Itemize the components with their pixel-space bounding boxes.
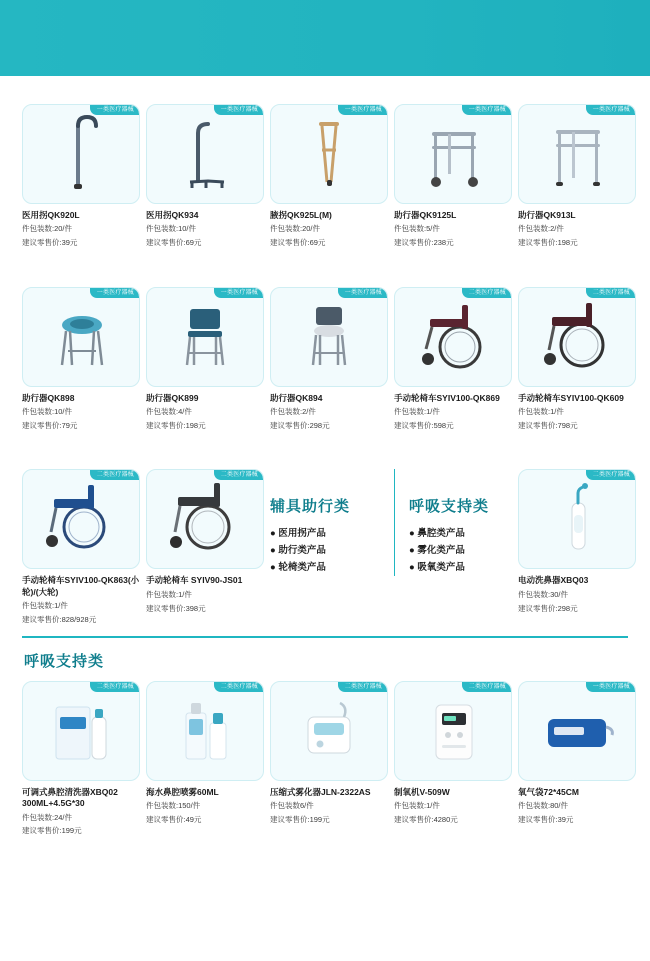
- product-cell[interactable]: [394, 681, 512, 837]
- device-class-badge: 一类医疗器械: [90, 288, 139, 298]
- product-name: 海水鼻腔喷雾60ML: [146, 786, 219, 797]
- top-banner-fill: [0, 0, 650, 76]
- product-cell[interactable]: [270, 287, 388, 432]
- device-class-badge: 二类医疗器械: [90, 470, 139, 480]
- product-cell[interactable]: [146, 681, 264, 837]
- product-cell[interactable]: [146, 469, 264, 614]
- category-item: ● 轮椅类产品: [270, 561, 326, 573]
- product-pack: 件包装数:150/件: [146, 801, 201, 811]
- category-item: ● 鼻腔类产品: [409, 528, 465, 540]
- product-cell[interactable]: [518, 287, 636, 432]
- product-pack: 件包装数:24/件: [22, 812, 73, 822]
- wheelchair-blue-icon: [23, 470, 139, 568]
- oxygen-concentrator-icon: [395, 682, 511, 780]
- product-cell[interactable]: [518, 681, 636, 837]
- product-card[interactable]: [22, 104, 140, 204]
- product-cell[interactable]: [270, 104, 388, 249]
- spray-bottle-icon: [147, 682, 263, 780]
- product-cell[interactable]: [518, 104, 636, 249]
- category-item: ● 助行类产品: [270, 545, 326, 557]
- oxygen-bag-icon: [519, 682, 635, 780]
- product-name: 手动轮椅车SYIV100-QK863(小轮)/(大轮): [22, 575, 140, 597]
- nasal-washer-icon: [519, 470, 635, 568]
- product-pack: 件包装数6/件: [270, 801, 314, 811]
- product-price: 建议零售价:198元: [146, 420, 206, 430]
- product-pack: 件包装数:2/件: [270, 407, 316, 417]
- device-class-badge: 二类医疗器械: [462, 682, 511, 692]
- product-price: 建议零售价:598元: [394, 420, 454, 430]
- product-price: 建议零售价:39元: [22, 238, 78, 248]
- nebulizer-icon: [271, 682, 387, 780]
- product-pack: 件包装数:20/件: [22, 224, 73, 234]
- product-pack: 件包装数:1/件: [394, 801, 440, 811]
- product-pack: 件包装数:1/件: [394, 407, 440, 417]
- product-name: 助行器QK899: [146, 392, 199, 403]
- product-pack: 件包装数:20/件: [270, 224, 321, 234]
- device-class-badge: 一类医疗器械: [214, 288, 263, 298]
- product-cell[interactable]: [146, 104, 264, 249]
- product-card[interactable]: [270, 104, 388, 204]
- product-price: 建议零售价:298元: [270, 420, 330, 430]
- product-name: 氧气袋72*45CM: [518, 786, 579, 797]
- product-name: 助行器QK9125L: [394, 210, 457, 220]
- product-pack: 件包装数:10/件: [146, 224, 197, 234]
- product-price: 建议零售价:199元: [270, 814, 330, 824]
- wheelchair-gray-icon: [147, 470, 263, 568]
- product-pack: 件包装数:1/件: [518, 407, 564, 417]
- product-price: 建议零售价:198元: [518, 238, 578, 248]
- product-pack: 件包装数:4/件: [146, 407, 192, 417]
- product-card[interactable]: [22, 681, 140, 781]
- product-price: 建议零售价:79元: [22, 420, 78, 430]
- commode-chair2-icon: [271, 288, 387, 386]
- category-item: ● 医用拐产品: [270, 528, 326, 540]
- product-card[interactable]: [270, 681, 388, 781]
- product-card[interactable]: [394, 681, 512, 781]
- cane-single-icon: [23, 105, 139, 203]
- wheelchair-dark-icon: [395, 288, 511, 386]
- product-card[interactable]: [22, 469, 140, 569]
- product-grid-row-2: [14, 259, 636, 432]
- category-block-mobility: [270, 469, 388, 576]
- product-pack: 件包装数:5/件: [394, 224, 440, 234]
- device-class-badge: 二类医疗器械: [462, 288, 511, 298]
- product-price: 建议零售价:798元: [518, 420, 578, 430]
- product-name: 可调式鼻腔清洗器XBQ02 300ML+4.5G*30: [22, 786, 118, 809]
- commode-stool-icon: [23, 288, 139, 386]
- product-card[interactable]: [270, 287, 388, 387]
- product-name: 医用拐QK920L: [22, 210, 80, 220]
- product-price: 建议零售价:238元: [394, 238, 454, 248]
- product-grid-row-3: [14, 441, 636, 625]
- product-card[interactable]: [518, 287, 636, 387]
- device-class-badge: 一类医疗器械: [586, 682, 635, 692]
- product-name: 电动洗鼻器XBQ03: [518, 575, 589, 586]
- product-price: 建议零售价:828/928元: [22, 615, 97, 624]
- product-pack: 件包装数:30/件: [518, 589, 569, 599]
- product-pack: 件包装数:1/件: [146, 589, 192, 599]
- product-price: 建议零售价:69元: [146, 238, 202, 248]
- device-class-badge: 二类医疗器械: [586, 470, 635, 480]
- cane-quad-icon: [147, 105, 263, 203]
- product-cell[interactable]: [270, 681, 388, 837]
- product-cell[interactable]: [22, 681, 140, 837]
- device-class-badge: 一类医疗器械: [214, 105, 263, 115]
- category-item: ● 雾化类产品: [409, 545, 465, 557]
- nasal-kit-icon: [23, 682, 139, 780]
- device-class-badge: 二类医疗器械: [214, 470, 263, 480]
- bottom-spacer: [14, 837, 636, 877]
- device-class-badge: 一类医疗器械: [338, 288, 387, 298]
- product-card[interactable]: [146, 681, 264, 781]
- product-name: 制氧机V-509W: [394, 786, 450, 797]
- product-card[interactable]: [146, 104, 264, 204]
- category-title: 呼吸支持类: [409, 498, 490, 516]
- product-cell[interactable]: [394, 287, 512, 432]
- category-title: 辅具助行类: [270, 498, 351, 516]
- commode-chair-icon: [147, 288, 263, 386]
- device-class-badge: 一类医疗器械: [586, 105, 635, 115]
- product-pack: 件包装数:1/件: [22, 601, 68, 611]
- page-content: [14, 76, 636, 877]
- device-class-badge: 二类医疗器械: [586, 288, 635, 298]
- product-cell[interactable]: [518, 469, 636, 614]
- walker-wheels-icon: [395, 105, 511, 203]
- product-pack: 件包装数:80/件: [518, 801, 569, 811]
- walker-icon: [519, 105, 635, 203]
- product-name: 助行器QK913L: [518, 210, 576, 220]
- top-banner: [0, 0, 650, 76]
- product-name: 手动轮椅车 SYIV90-JS01: [146, 575, 243, 586]
- category-block-respiratory: [394, 469, 512, 576]
- product-name: 助行器QK898: [22, 392, 75, 403]
- wheelchair-dark2-icon: [519, 288, 635, 386]
- product-price: 建议零售价:69元: [270, 238, 326, 248]
- product-cell[interactable]: [146, 287, 264, 432]
- product-name: 手动轮椅车SYIV100-QK609: [518, 392, 624, 403]
- product-grid-respiratory: [14, 681, 636, 837]
- product-name: 助行器QK894: [270, 392, 323, 403]
- section-title-respiratory: 呼吸支持类: [24, 652, 105, 670]
- product-name: 医用拐QK934: [146, 210, 199, 220]
- product-card[interactable]: [518, 469, 636, 569]
- product-card[interactable]: [146, 287, 264, 387]
- device-class-badge: 一类医疗器械: [462, 105, 511, 115]
- product-grid-row-1: [14, 76, 636, 249]
- product-name: 手动轮椅车SYIV100-QK869: [394, 392, 500, 403]
- device-class-badge: 一类医疗器械: [90, 105, 139, 115]
- device-class-badge: 二类医疗器械: [214, 682, 263, 692]
- product-cell[interactable]: [22, 104, 140, 249]
- device-class-badge: 二类医疗器械: [90, 682, 139, 692]
- product-cell[interactable]: [394, 104, 512, 249]
- crutch-icon: [271, 105, 387, 203]
- product-price: 建议零售价:298元: [518, 603, 578, 613]
- product-card[interactable]: [146, 469, 264, 569]
- product-card[interactable]: [518, 104, 636, 204]
- product-price: 建议零售价:39元: [518, 814, 574, 824]
- product-price: 建议零售价:49元: [146, 814, 202, 824]
- product-name: 腋拐QK925L(M): [270, 210, 332, 220]
- device-class-badge: 一类医疗器械: [338, 105, 387, 115]
- product-pack: 件包装数:10/件: [22, 407, 73, 417]
- product-price: 建议零售价:398元: [146, 603, 206, 613]
- product-cell[interactable]: [22, 469, 140, 625]
- product-pack: 件包装数:2/件: [518, 224, 564, 234]
- product-cell[interactable]: [22, 287, 140, 432]
- product-price: 建议零售价:4280元: [394, 814, 458, 824]
- product-card[interactable]: [22, 287, 140, 387]
- product-price: 建议零售价:199元: [22, 826, 82, 836]
- device-class-badge: 二类医疗器械: [338, 682, 387, 692]
- category-item: ● 吸氧类产品: [409, 561, 465, 573]
- product-card[interactable]: [518, 681, 636, 781]
- product-card[interactable]: [394, 287, 512, 387]
- product-name: 压缩式雾化器JLN-2322AS: [270, 786, 371, 797]
- product-card[interactable]: [394, 104, 512, 204]
